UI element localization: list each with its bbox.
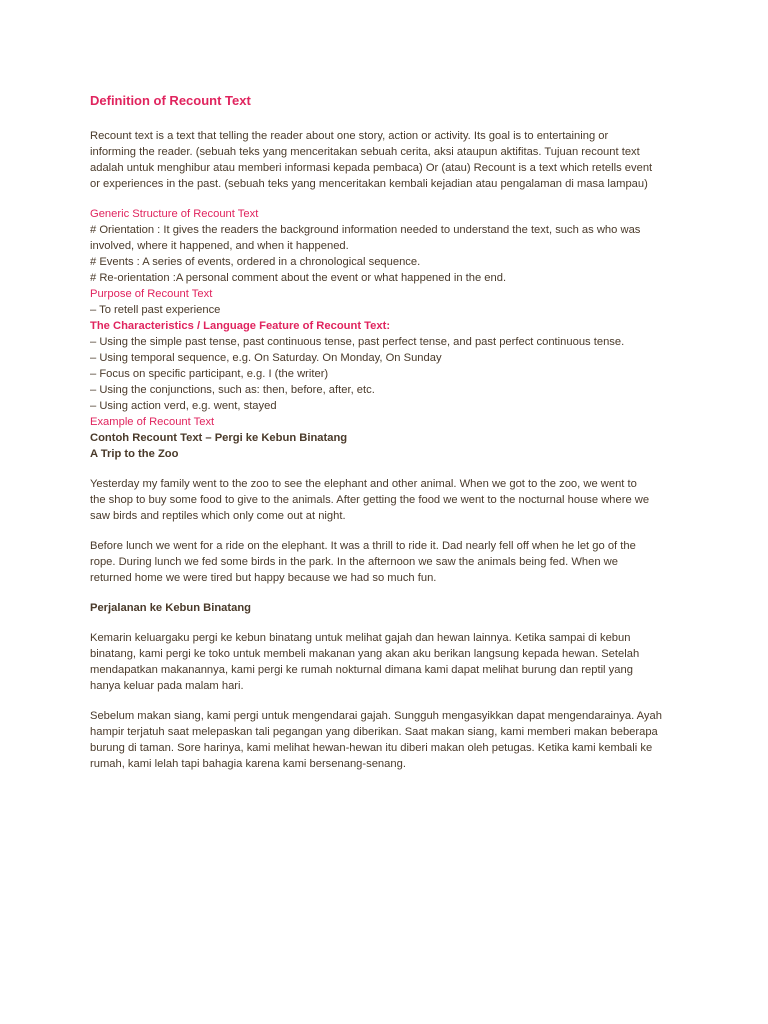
page-title: Definition of Recount Text (90, 93, 251, 108)
purpose-section (90, 286, 690, 318)
example-subtitle: Contoh Recount Text – Pergi ke Kebun Binatang (90, 432, 348, 444)
text-line: – To retell past experience (90, 304, 221, 316)
text-line: rope. During lunch we fed some birds in the park. In the afternoon we saw the animals being fed. When we (90, 556, 618, 568)
text-line: # Re-orientation :A personal comment about the event or what happened in the end. (90, 272, 507, 284)
generic-structure-section (90, 206, 690, 286)
text-line: saw birds and reptiles which only come out at night. (90, 510, 346, 522)
text-line: – Using the conjunctions, such as: then, before, after, etc. (90, 384, 375, 396)
english-paragraph-1 (90, 476, 690, 524)
text-line: Kemarin keluargaku pergi ke kebun binatang untuk melihat gajah dan hewan lainnya. Ketika sampai di kebun (90, 632, 631, 644)
indonesian-title-block (90, 600, 690, 616)
text-line: returned home we were tired but happy because we had so much fun. (90, 572, 437, 584)
section-heading: Generic Structure of Recount Text (90, 208, 259, 220)
text-line: the shop to buy some food to give to the animals. After getting the food we went to the nocturnal house where we (90, 494, 650, 506)
text-line: Recount text is a text that telling the reader about one story, action or activity. Its goal is to entertaining or (90, 130, 609, 142)
example-section (90, 414, 690, 462)
text-line: – Using the simple past tense, past continuous tense, past perfect tense, and past perfect continuous tense. (90, 336, 625, 348)
text-line: burung di taman. Sore harinya, kami melihat hewan-hewan itu diberi makan oleh petugas. Ketika kami kembali ke (90, 742, 653, 754)
text-line: Before lunch we went for a ride on the elephant. It was a thrill to ride it. Dad nearly fell off when he let go of the (90, 540, 636, 552)
english-paragraph-2 (90, 538, 690, 586)
indonesian-paragraph-2 (90, 708, 690, 772)
definition-paragraph (90, 128, 690, 192)
text-line: Sebelum makan siang, kami pergi untuk mengendarai gajah. Sungguh mengasyikkan dapat mengendarainya. Ayah (90, 710, 662, 722)
indonesian-story-title: Perjalanan ke Kebun Binatang (90, 602, 252, 614)
text-line: Yesterday my family went to the zoo to see the elephant and other animal. When we got to the zoo, we went to (90, 478, 637, 490)
text-line: informing the reader. (sebuah teks yang menceritakan sebuah cerita, aksi ataupun aktifitas. Tujuan recount text (90, 146, 640, 158)
text-line: adalah untuk menghibur atau memberi informasi kepada pembaca) Or (atau) Recount is a text which retells event (90, 162, 653, 174)
text-line: mendapatkan makanannya, kami pergi ke rumah nokturnal dimana kami dapat melihat burung dan reptil yang (90, 664, 633, 676)
text-line: binatang, kami pergi ke toko untuk membeli makanan yang akan aku berikan langsung kepada hewan. Setelah (90, 648, 640, 660)
text-line: involved, where it happened, and when it happened. (90, 240, 349, 252)
indonesian-paragraph-1 (90, 630, 690, 694)
section-heading: Example of Recount Text (90, 416, 215, 428)
text-line: # Orientation : It gives the readers the background information needed to understand the text, such as who was (90, 224, 641, 236)
text-line: – Focus on specific participant, e.g. I (the writer) (90, 368, 329, 380)
text-line: – Using temporal sequence, e.g. On Saturday. On Monday, On Sunday (90, 352, 442, 364)
story-title: A Trip to the Zoo (90, 448, 179, 460)
characteristics-section (90, 318, 690, 414)
document-body (90, 92, 690, 786)
section-heading: The Characteristics / Language Feature of Recount Text: (90, 320, 391, 332)
text-line: – Using action verd, e.g. went, stayed (90, 400, 277, 412)
section-heading: Purpose of Recount Text (90, 288, 213, 300)
text-line: hanya keluar pada malam hari. (90, 680, 244, 692)
text-line: or experiences in the past. (sebuah teks yang menceritakan kembali kejadian atau pengalaman di masa lampau) (90, 178, 648, 190)
text-line: hampir terjatuh saat melepaskan tali pegangan yang diberikan. Saat makan siang, kami memberi makan beberapa (90, 726, 658, 738)
text-line: # Events : A series of events, ordered in a chronological sequence. (90, 256, 421, 268)
text-line: rumah, kami lelah tapi bahagia karena kami bersenang-senang. (90, 758, 406, 770)
